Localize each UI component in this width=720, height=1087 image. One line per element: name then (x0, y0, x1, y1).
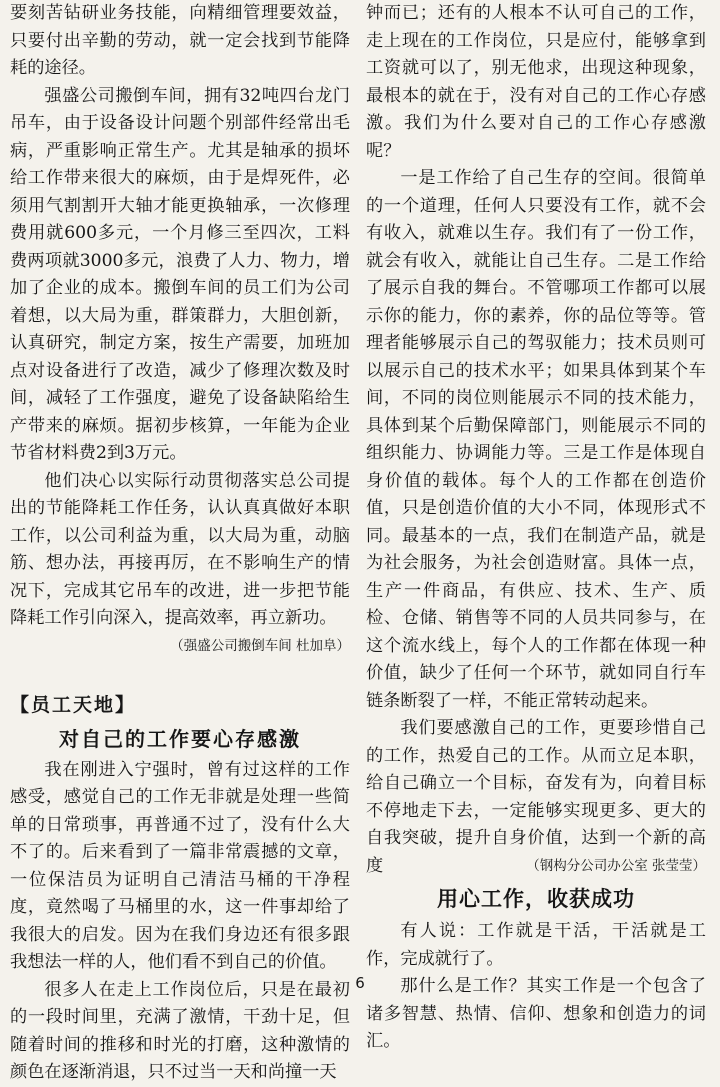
paragraph: 一是工作给了自己生存的空间。很简单的一个道理，任何人只要没有工作，就不会有收入，就难以生存。我们有了一份工作，就会有收入，就能让自己生存。二是工作给了展示自我的舞台。不管哪项工作都可以展示你的能力，你的素养，你的品位等等。管理者能够展示自己的驾驭能力；技术员则可以展示自己的技术水平；如果具体到某个车间，不同的岗位则能展示不同的技术能力，具体到某个后勤保障部门，则能展示不同的组织能力、协调能力等。三是工作是体现自身价值的载体。每个人的工作都在创造价值，只是创造价值的大小不同，体现形式不同。最基本的一点，我们在制造产品，就是为社会服务，为社会创造财富。具体一点，生产一件商品，有供应、技术、生产、质检、仓储、销售等不同的人员共同参与，在这个流水线上，每个人的工作都在体现一种价值，缺少了任何一个环节，就如同自行车链条断裂了一样，不能正常转动起来。 (366, 168, 706, 711)
paragraph: 很多人在走上工作岗位后，只是在最初的一段时间里，充满了激情，干劲十足，但随着时间的推移和时光的打磨，这种激情的颜色在逐渐消退，只不过当一天和尚撞一天 (10, 979, 350, 1082)
paragraph (366, 715, 706, 880)
paragraph: 要刻苦钻研业务技能，向精细管理要效益，只要付出辛勤的劳动，就一定会找到节能降耗的途径。 (10, 3, 350, 78)
right-column (366, 0, 706, 1056)
section-header: 【员工天地】 (10, 693, 137, 716)
author-credit: （钢构分公司办公室 张莹莹） (526, 857, 706, 874)
paragraph: 钟而已；还有的人根本不认可自己的工作，走上现在的工作岗位，只是应付，能够拿到工资就可以了，别无他求，出现这种现象，最根本的就在于，没有对自己的工作心存感激。我们为什么要对自己的工作心存感激呢？ (366, 3, 706, 161)
paragraph: 他们决心以实际行动贯彻落实总公司提出的节能降耗工作任务，认认真真做好本职工作，以公司利益为重，以大局为重，动脑筋、想办法，再接再厉，在不影响生产的情况下，完成其它吊车的改进，进一步把节能降耗工作引向深入，提高效率，再立新功。 (10, 470, 350, 628)
page-number: 6 (355, 974, 365, 992)
article-title: 用心工作，收获成功 (437, 887, 635, 911)
paragraph: 那什么是工作？其实工作是一个包含了诸多智慧、热情、信仰、想象和创造力的词汇。 (366, 976, 706, 1051)
paragraph: 强盛公司搬倒车间，拥有32吨四台龙门吊车，由于设备设计问题个别部件经常出毛病，严重影响正常生产。尤其是轴承的损坏给工作带来很大的麻烦，由于是焊死件，必须用气割割开大轴才能更换轴承，一次修理费用就600多元，一个月修三至四次，工料费两项就3000多元，浪费了人力、物力，增加了企业的成本。搬倒车间的员工们为公司着想，以大局为重，群策群力，大胆创新，认真研究，制定方案，按生产需要，加班加点对设备进行了改造，减少了修理次数及时间，减轻了工作强度，避免了设备缺陷给生产带来的麻烦。据初步核算，一年能为企业节省材料费2到3万元。 (10, 85, 350, 463)
article-title: 对自己的工作要心存感激 (59, 726, 301, 751)
left-column (10, 0, 350, 1087)
author-credit: （强盛公司搬倒车间 杜加阜） (170, 637, 350, 654)
paragraph: 我在刚进入宁强时，曾有过这样的工作感受，感觉自己的工作无非就是处理一些简单的日常琐事，再普通不过了，没有什么大不了的。后来看到了一篇非常震撼的文章，一位保洁员为证明自己清洁马桶的干净程度，竟然喝了马桶里的水，这一件事却给了我很大的启发。因为在我们身边还有很多跟我想法一样的人，他们看不到自己的价值。 (10, 759, 350, 972)
paragraph-text: 我们要感激自己的工作，更要珍惜自己的工作，热爱自己的工作。从而立足本职，给自己确立一个目标，奋发有为，向着目标不停地走下去，一定能够实现更多、更大的自我突破，提升自身价值，达到一个新的高度 (366, 718, 706, 876)
paragraph: 有人说：工作就是干活，干活就是工作，完成就行了。 (366, 921, 706, 969)
